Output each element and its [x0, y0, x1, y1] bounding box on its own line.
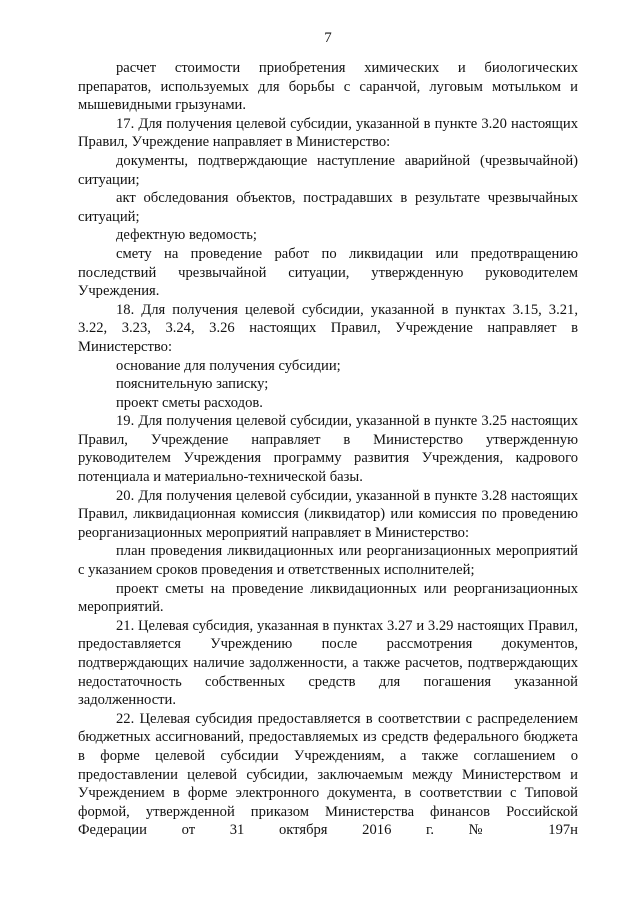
page-number: 7: [324, 30, 332, 46]
paragraph-20-estimate: проект сметы на проведение ликвидационных или реорганизационных мероприятий.: [78, 580, 578, 616]
paragraph-17-act: акт обследования объектов, пострадавших в результате чрезвычайных ситуаций;: [78, 190, 578, 225]
paragraph-18-basis: основание для получения субсидии;: [116, 357, 341, 374]
paragraph-17-documents: документы, подтверждающие наступление аварийной (чрезвычайной) ситуации;: [78, 152, 578, 188]
paragraph-17-defect-sheet: дефектную ведомость;: [116, 227, 257, 244]
document-body: [78, 59, 578, 840]
paragraph-18: 18. Для получения целевой субсидии, указанной в пунктах 3.15, 3.21, 3.22, 3.23, 3.24, 3.26 настоящих Правил, Учреждение направляет в Министерство:: [78, 301, 578, 355]
paragraph-20-plan: план проведения ликвидационных или реорганизационных мероприятий с указанием сроков проведения и ответственных исполнителей;: [78, 543, 578, 579]
paragraph-18-note: пояснительную записку;: [116, 376, 269, 393]
paragraph-17: 17. Для получения целевой субсидии, указанной в пункте 3.20 настоящих Правил, Учреждение направляет в Министерство:: [78, 115, 578, 151]
paragraph-22: 22. Целевая субсидия предоставляется в соответствии с распределением бюджетных ассигнований, предоставляемых из средств федерального бюджета в форме целевой субсидии Учреждениям, а также соглашением о предоставлении целевой субсидии, заключаемым между Министерством и Учреждением в форме электронного документа, в соответствии с Типовой формой, утвержденной приказом Министерства финансов Российской Федерации от 31 октября 2016 г. № 197н: [78, 710, 578, 839]
paragraph-18-budget-draft: проект сметы расходов.: [116, 394, 263, 411]
paragraph-17-estimate: смету на проведение работ по ликвидации или предотвращению последствий чрезвычайной ситуации, утвержденную руководителем Учреждения.: [78, 245, 578, 300]
paragraph-19: 19. Для получения целевой субсидии, указанной в пункте 3.25 настоящих Правил, Учреждение направляет в Министерство утвержденную руководителем Учреждения программу развития Учреждения, кадрового потенциала и материально-технической базы.: [78, 413, 578, 486]
paragraph-21: 21. Целевая субсидия, указанная в пунктах 3.27 и 3.29 настоящих Правил, предоставляется Учреждению после рассмотрения документов, подтверждающих наличие задолженности, а также расчетов, подтверждающих недостаточность собственных средств для погашения указанной задолженности.: [78, 617, 578, 709]
paragraph-chemicals-cost: расчет стоимости приобретения химических и биологических препаратов, используемых для борьбы с саранчой, луговым мотыльком и мышевидными грызунами.: [78, 60, 578, 114]
paragraph-20: 20. Для получения целевой субсидии, указанной в пункте 3.28 настоящих Правил, ликвидационная комиссия (ликвидатор) или комиссия по проведению реорганизационных мероприятий направляет в Министерство:: [78, 487, 578, 541]
